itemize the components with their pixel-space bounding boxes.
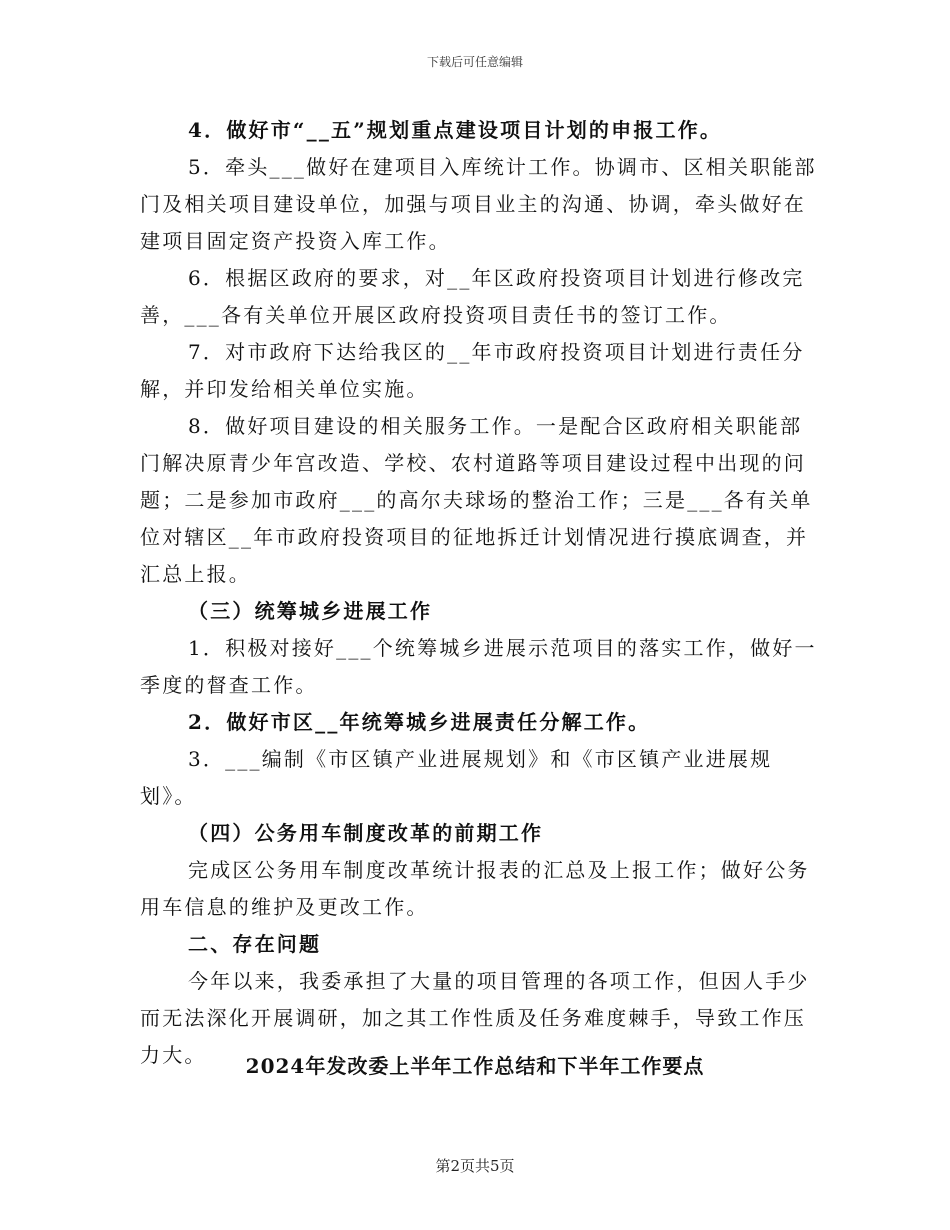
section-heading: （三）统筹城乡进展工作: [188, 599, 433, 623]
paragraph: 6．根据区政府的要求，对__年区政府投资项目计划进行修改完善，___各有关单位开展区政府投资项目责任书的签订工作。: [140, 266, 805, 327]
paragraph: 7．对市政府下达给我区的__年市政府投资项目计划进行责任分解，并印发给相关单位实施。: [140, 340, 805, 401]
paragraph: 2．做好市区__年统筹城乡进展责任分解工作。: [188, 710, 651, 734]
page-number: 第2页共5页: [435, 1157, 515, 1175]
paragraph: 完成区公务用车制度改革统计报表的汇总及上报工作；做好公务用车信息的维护及更改工作。: [140, 858, 810, 919]
paragraph: 8．做好项目建设的相关服务工作。一是配合区政府相关职能部门解决原青少年宫改造、学校、农村道路等项目建设过程中出现的问题；二是参加市政府___的高尔夫球场的整治工作；三是___各有关单位对辖区__年市政府投资项目的征地拆迁计划情况进行摸底调查，并汇总上报。: [140, 414, 813, 586]
document-title: 2024年发改委上半年工作总结和下半年工作要点: [245, 1054, 705, 1078]
paragraph: 今年以来，我委承担了大量的项目管理的各项工作，但因人手少而无法深化开展调研，加之其工作性质及任务难度棘手，导致工作压力大。: [140, 969, 810, 1067]
paragraph: 4．做好市“__五”规划重点建设项目计划的申报工作。: [188, 118, 723, 142]
document-body: [140, 112, 820, 1074]
paragraph: 1．积极对接好___个统筹城乡进展示范项目的落实工作，做好一季度的督查工作。: [140, 636, 817, 697]
header-note: 下载后可任意编辑: [426, 55, 523, 69]
paragraph: 3．___编制《市区镇产业进展规划》和《市区镇产业进展规划》。: [140, 747, 773, 808]
paragraph: 二、存在问题: [188, 932, 322, 956]
section-heading: （四）公务用车制度改革的前期工作: [188, 821, 544, 845]
paragraph: 5．牵头___做好在建项目入库统计工作。协调市、区相关职能部门及相关项目建设单位，加强与项目业主的沟通、协调，牵头做好在建项目固定资产投资入库工作。: [140, 155, 817, 253]
